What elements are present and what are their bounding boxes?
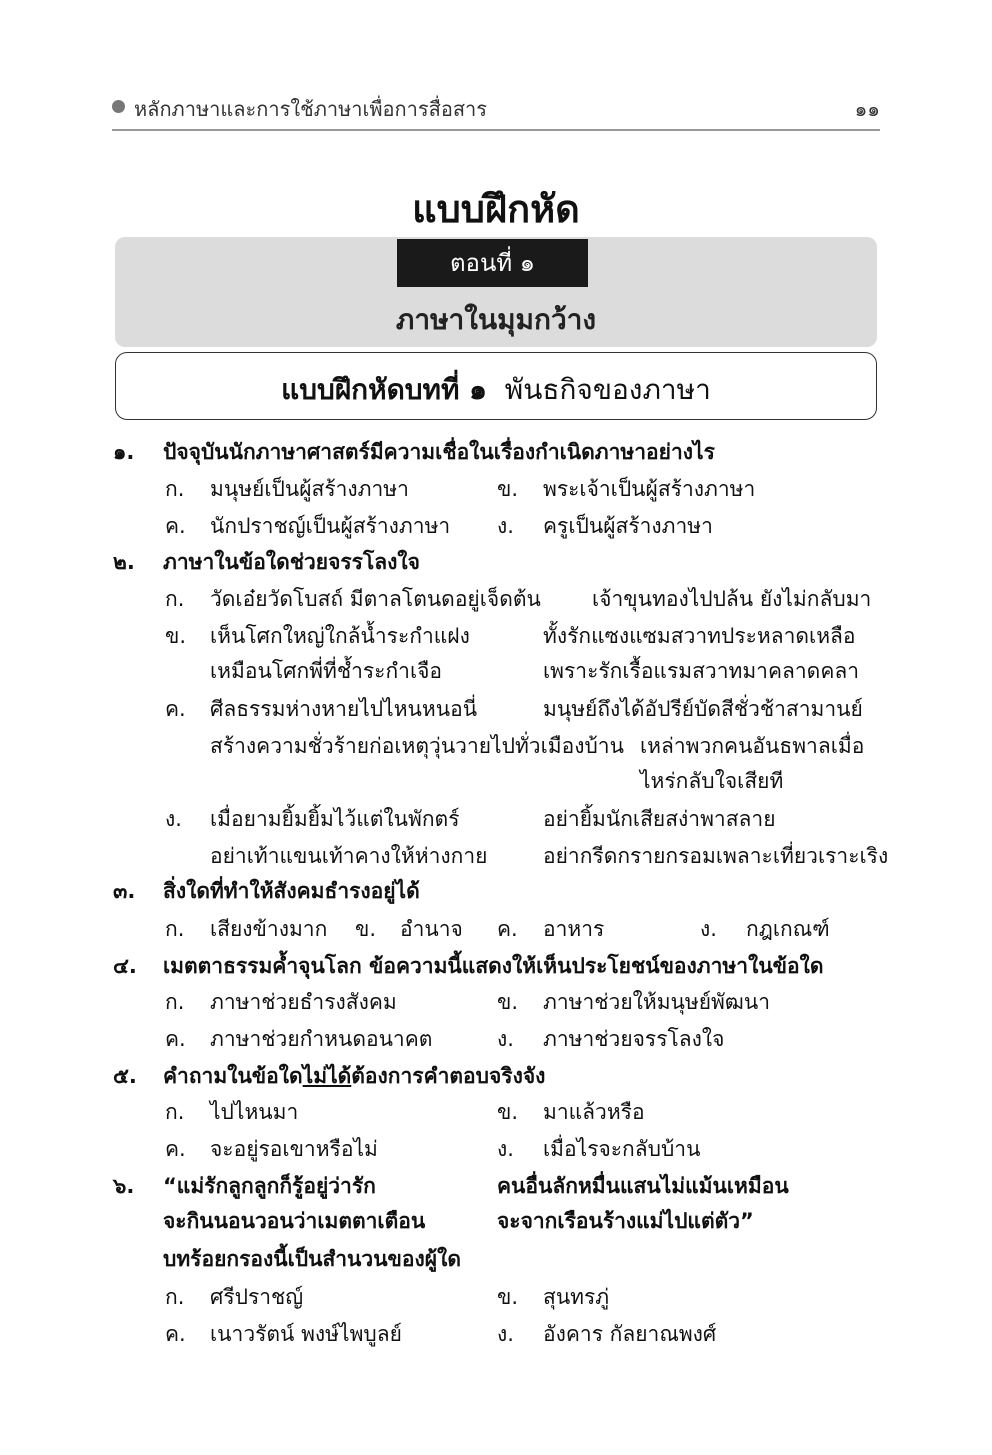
option-letter: ง.	[497, 1027, 514, 1051]
header-divider	[112, 129, 880, 131]
option-text: ไปไหนมา	[210, 1100, 299, 1124]
option-text: พระเจ้าเป็นผู้สร้างภาษา	[543, 477, 756, 501]
poem-line: อย่าเท้าแขนเท้าคางให้ห่างกาย	[210, 844, 488, 868]
option-letter: ค.	[497, 917, 518, 941]
option-text: กฎเกณฑ์	[746, 917, 830, 941]
option-text: ศรีปราชญ์	[210, 1285, 304, 1309]
option-letter: ค.	[165, 1027, 186, 1051]
option-text: ภาษาช่วยให้มนุษย์พัฒนา	[543, 990, 771, 1014]
poem-line: ไหร่กลับใจเสียที	[640, 769, 784, 793]
question-text-part: คำถามในข้อใด	[163, 1064, 303, 1088]
exercise-heading	[0, 368, 992, 412]
option-letter: ข.	[497, 1100, 519, 1124]
question-number: ๒.	[113, 550, 135, 574]
poem-line: “แม่รักลูกลูกก็รู้อยู่ว่ารัก	[163, 1174, 376, 1198]
option-letter: ก.	[165, 1285, 185, 1309]
bullet-icon	[112, 100, 125, 113]
poem-line: เหมือนโศกพี่ที่ช้ำระกำเจือ	[210, 659, 443, 683]
option-text: เมื่อไรจะกลับบ้าน	[543, 1137, 701, 1161]
option-letter: ก.	[165, 477, 185, 501]
option-text: จะอยู่รอเขาหรือไม่	[210, 1137, 378, 1161]
option-letter: ข.	[165, 624, 187, 648]
poem-line: มนุษย์ถึงได้อัปรีย์บัดสีชั่วช้าสามานย์	[543, 697, 863, 721]
option-letter: ข.	[497, 990, 519, 1014]
option-letter: ข.	[355, 917, 377, 941]
option-letter: ก.	[165, 587, 185, 611]
option-text: อังคาร กัลยาณพงศ์	[543, 1322, 717, 1346]
option-text: ภาษาช่วยกำหนดอนาคต	[210, 1027, 433, 1051]
poem-line: เหล่าพวกคนอันธพาลเมื่อ	[640, 734, 865, 758]
question-text-part: ต้องการคำตอบจริงจัง	[351, 1064, 546, 1088]
option-letter: ก.	[165, 917, 185, 941]
option-letter: ก.	[165, 990, 185, 1014]
option-text: มาแล้วหรือ	[543, 1100, 645, 1124]
poem-line: อย่ากรีดกรายกรอมเพลาะเที่ยวเราะเริง	[543, 844, 889, 868]
question-text: ภาษาในข้อใดช่วยจรรโลงใจ	[163, 550, 420, 574]
question-text: บทร้อยกรองนี้เป็นสำนวนของผู้ใด	[163, 1247, 461, 1271]
option-letter: ง.	[497, 1322, 514, 1346]
section-name: ภาษาในมุมกว้าง	[395, 303, 597, 336]
question-text	[163, 1060, 545, 1092]
question-number: ๔.	[113, 954, 137, 978]
poem-line: คนอื่นลักหมื่นแสนไม่แม้นเหมือน	[497, 1174, 789, 1198]
option-letter: ง.	[700, 917, 717, 941]
option-text: อำนาจ	[400, 917, 463, 941]
option-letter: ค.	[165, 697, 186, 721]
question-number: ๑.	[113, 440, 135, 464]
poem-line: เจ้าขุนทองไปปล้น ยังไม่กลับมา	[592, 587, 872, 611]
option-letter: ง.	[497, 1137, 514, 1161]
question-number: ๕.	[113, 1064, 137, 1088]
section-label: ตอนที่ ๑	[397, 239, 588, 287]
option-text: ภาษาช่วยจรรโลงใจ	[543, 1027, 725, 1051]
option-letter: ง.	[165, 807, 182, 831]
option-text: มนุษย์เป็นผู้สร้างภาษา	[210, 477, 409, 501]
option-letter: ง.	[497, 514, 514, 538]
option-letter: ค.	[165, 514, 186, 538]
poem-line: จะกินนอนวอนว่าเมตตาเตือน	[163, 1209, 426, 1233]
option-letter: ข.	[497, 477, 519, 501]
option-text: ภาษาช่วยธำรงสังคม	[210, 990, 397, 1014]
option-letter: ก.	[165, 1100, 185, 1124]
page-title: แบบฝึกหัด	[412, 187, 580, 231]
option-text: เสียงข้างมาก	[210, 917, 328, 941]
underlined-emphasis: ไม่ได้	[302, 1064, 352, 1088]
question-text: เมตตาธรรมค้ำจุนโลก ข้อความนี้แสดงให้เห็นประโยชน์ของภาษาในข้อใด	[163, 954, 824, 978]
option-text: สุนทรภู่	[543, 1285, 610, 1309]
poem-line: ทั้งรักแซงแซมสวาทประหลาดเหลือ	[543, 624, 856, 648]
poem-line: จะจากเรือนร้างแม่ไปแต่ตัว”	[497, 1209, 754, 1233]
question-text: ปัจจุบันนักภาษาศาสตร์มีความเชื่อในเรื่องกำเนิดภาษาอย่างไร	[163, 440, 715, 464]
exercise-subject: พันธกิจของภาษา	[504, 373, 711, 406]
poem-line: เห็นโศกใหญ่ใกล้น้ำระกำแฝง	[210, 624, 470, 648]
option-text: นักปราชญ์เป็นผู้สร้างภาษา	[210, 514, 451, 538]
poem-line: วัดเอ๋ยวัดโบสถ์ มีตาลโตนดอยู่เจ็ดต้น	[210, 587, 541, 611]
poem-line: เมื่อยามยิ้มยิ้มไว้แต่ในพักตร์	[210, 807, 460, 831]
option-letter: ข.	[497, 1285, 519, 1309]
option-letter: ค.	[165, 1137, 186, 1161]
exercise-number: แบบฝึกหัดบทที่ ๑	[281, 373, 487, 406]
poem-line: อย่ายิ้มนักเสียสง่าพาสลาย	[543, 807, 776, 831]
option-letter: ค.	[165, 1322, 186, 1346]
question-number: ๖.	[113, 1174, 135, 1198]
poem-line: สร้างความชั่วร้ายก่อเหตุวุ่นวายไปทั่วเมืองบ้าน	[210, 734, 624, 758]
option-text: เนาวรัตน์ พงษ์ไพบูลย์	[210, 1322, 402, 1346]
poem-line: เพราะรักเรื้อแรมสวาทมาคลาดคลา	[543, 659, 860, 683]
question-text: สิ่งใดที่ทำให้สังคมธำรงอยู่ได้	[163, 879, 420, 903]
option-text: ครูเป็นผู้สร้างภาษา	[543, 514, 713, 538]
question-number: ๓.	[113, 879, 136, 903]
poem-line: ศีลธรรมห่างหายไปไหนหนอนี่	[210, 697, 478, 721]
page-number: ๑๑	[854, 97, 880, 121]
option-text: อาหาร	[543, 917, 605, 941]
running-header-title: หลักภาษาและการใช้ภาษาเพื่อการสื่อสาร	[134, 97, 488, 121]
